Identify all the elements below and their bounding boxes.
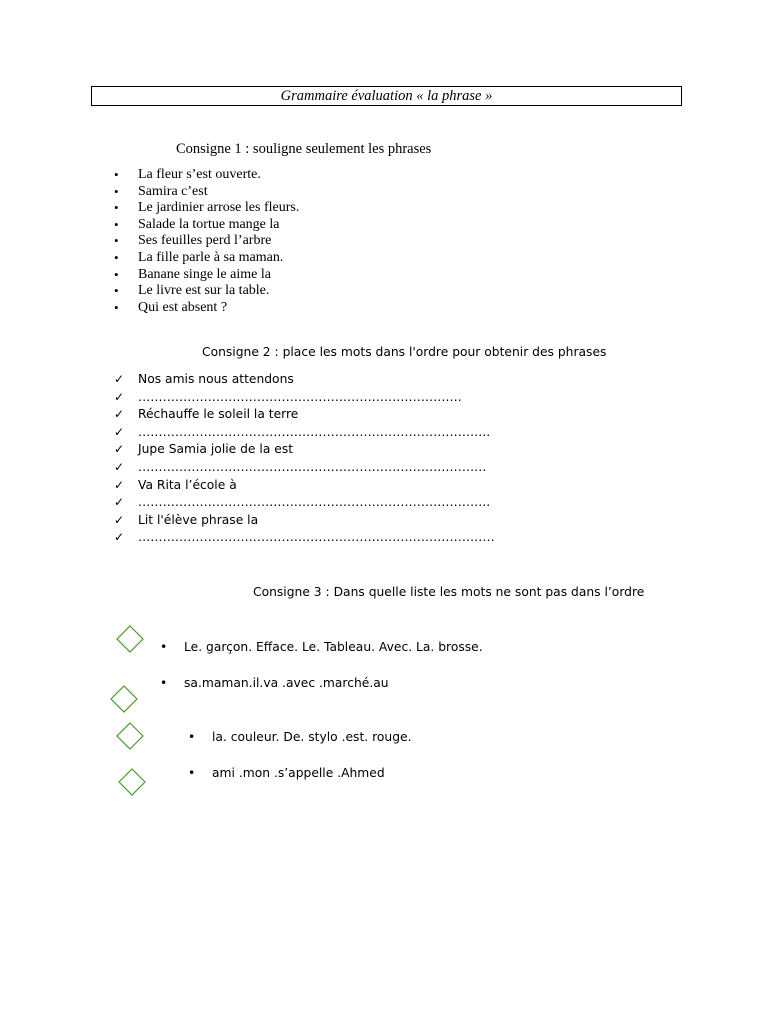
checkmark-icon: ✓	[114, 459, 125, 474]
bullet-icon: •	[114, 233, 119, 249]
list-item: • Le jardinier arrose les fleurs.	[114, 200, 300, 216]
bullet-icon: •	[114, 283, 119, 299]
consigne3-heading: Consigne 3 : Dans quelle liste les mots ne sont pas dans l’ordre	[253, 585, 645, 599]
diamond-checkbox-2[interactable]	[109, 685, 139, 713]
checkmark-icon: ✓	[114, 477, 125, 492]
bullet-icon: •	[114, 266, 119, 282]
checkmark-icon: ✓	[114, 372, 125, 386]
bullet-icon: •	[114, 299, 119, 315]
list-item: ✓ Lit l'élève phrase la	[114, 512, 495, 530]
consigne2-heading: Consigne 2 : place les mots dans l'ordre pour obtenir des phrases	[202, 345, 607, 359]
list-item: • Le. garçon. Efface. Le. Tableau. Avec. La. brosse.	[160, 640, 483, 654]
list-item: ✓ Va Rita l’école à	[114, 477, 495, 495]
list-item: • Le livre est sur la table.	[114, 283, 270, 299]
checkmark-icon: ✓	[114, 442, 125, 457]
bullet-icon: •	[114, 167, 119, 182]
list-item: • Banane singe le aime la	[114, 266, 271, 282]
bullet-icon: •	[188, 730, 196, 744]
list-item: • La fleur s’est ouverte.	[114, 167, 261, 182]
checkmark-icon: ✓	[114, 389, 125, 404]
list-item: ✓ ………………………………………………………………………….	[114, 459, 495, 477]
bullet-icon: •	[114, 216, 119, 232]
page-title: Grammaire évaluation « la phrase »	[91, 86, 682, 106]
checkmark-icon: ✓	[114, 407, 125, 422]
checkmark-icon: ✓	[114, 424, 125, 439]
list-item: • Salade la tortue mange la	[114, 216, 280, 232]
checkmark-icon: ✓	[114, 512, 125, 527]
list-item: • la. couleur. De. stylo .est. rouge.	[188, 730, 412, 744]
checkmark-icon: ✓	[114, 495, 125, 510]
consigne1-list	[114, 167, 299, 316]
checkmark-icon: ✓	[114, 530, 125, 545]
bullet-icon: •	[114, 183, 119, 199]
list-item: ✓ Réchauffe le soleil la terre	[114, 406, 495, 424]
diamond-checkbox-1[interactable]	[115, 625, 145, 653]
list-item: ✓ …………………………………………………………………………..	[114, 494, 495, 512]
list-item: • La fille parle à sa maman.	[114, 249, 284, 265]
diamond-checkbox-4[interactable]	[117, 768, 147, 796]
list-item: • ami .mon .s’appelle .Ahmed	[188, 766, 385, 780]
list-item: ✓ Nos amis nous attendons	[114, 371, 495, 389]
bullet-icon: •	[160, 676, 168, 690]
list-item: ✓ ……………………………………………………………………………	[114, 529, 495, 547]
list-item: • Qui est absent ?	[114, 299, 228, 315]
bullet-icon: •	[188, 766, 196, 780]
list-item: ✓ …………………………………………………………………….	[114, 389, 495, 407]
diamond-checkbox-3[interactable]	[115, 722, 145, 750]
list-item: • Ses feuilles perd l’arbre	[114, 233, 272, 249]
list-item: • Samira c’est	[114, 183, 208, 199]
list-item: • sa.maman.il.va .avec .marché.au	[160, 676, 389, 690]
list-item: ✓ Jupe Samia jolie de la est	[114, 441, 495, 459]
bullet-icon: •	[114, 200, 119, 216]
bullet-icon: •	[114, 249, 119, 265]
list-item: ✓ …………………………………………………………………………..	[114, 424, 495, 442]
bullet-icon: •	[160, 640, 168, 654]
consigne1-heading: Consigne 1 : souligne seulement les phrases	[176, 141, 432, 157]
consigne2-list	[114, 371, 495, 547]
